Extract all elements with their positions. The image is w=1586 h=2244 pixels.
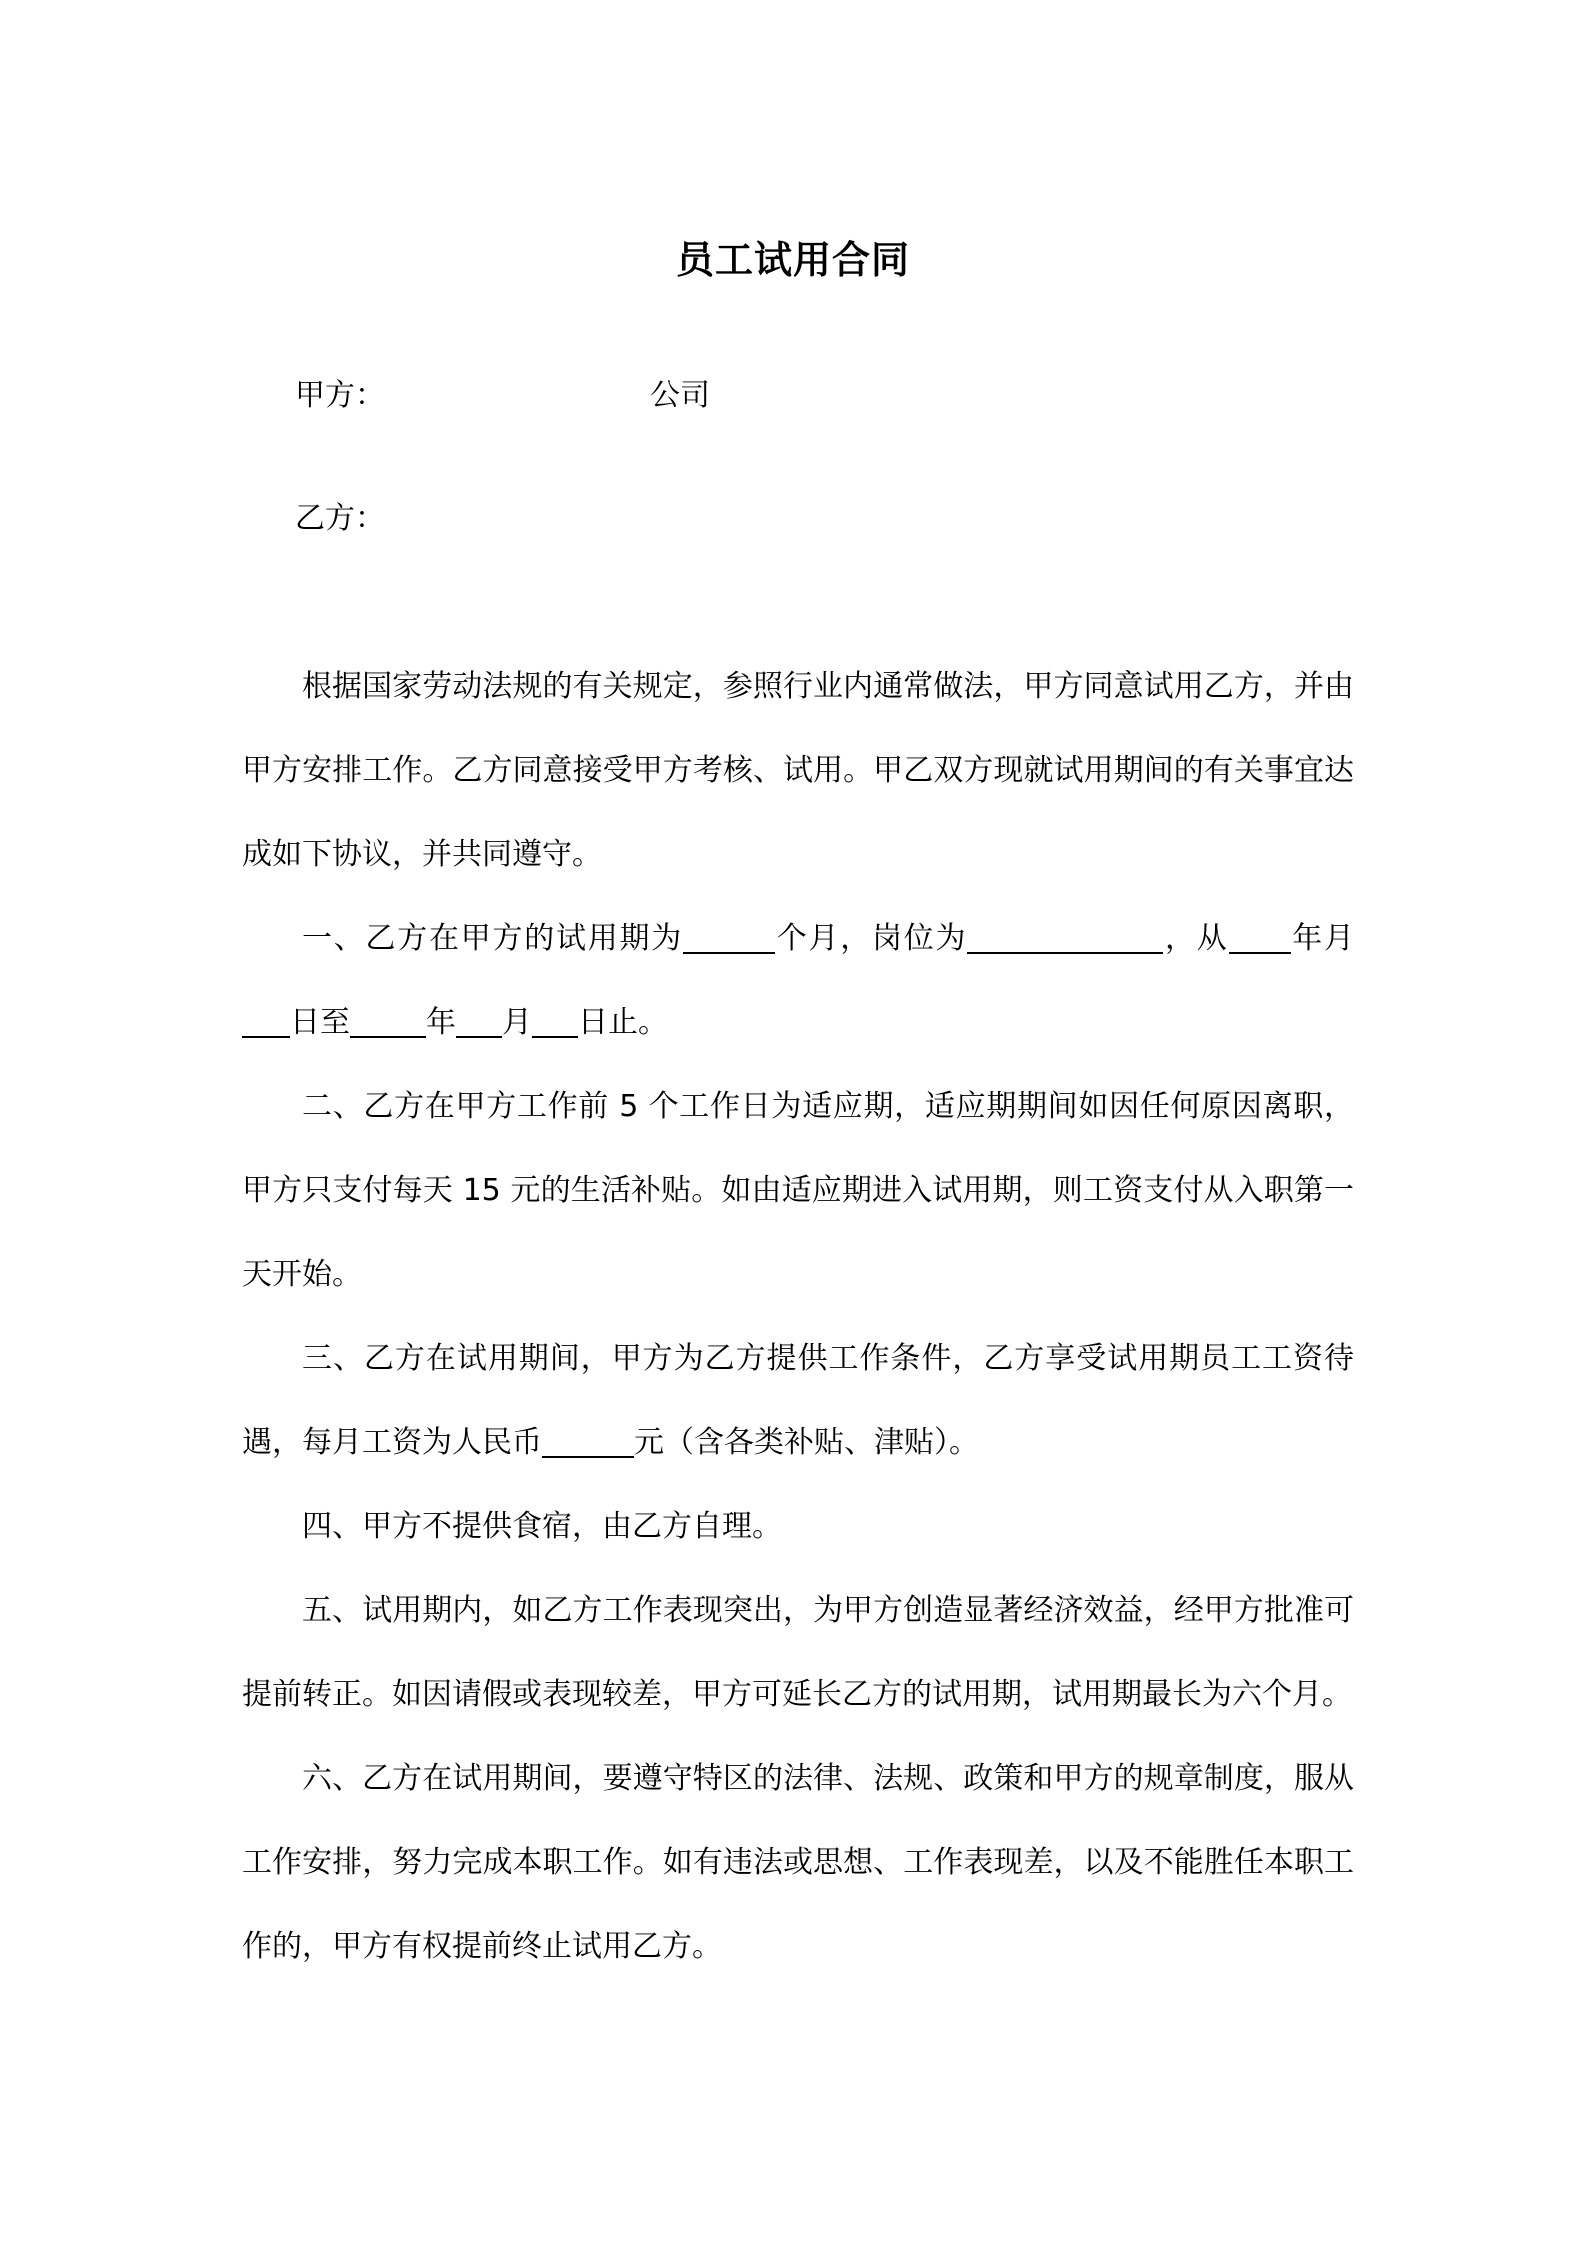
clause-1-text-d: 年月	[1290, 921, 1354, 956]
clause-1-text-b: 个月，岗位为	[775, 921, 968, 956]
clause-1-paragraph	[242, 897, 1354, 1065]
end-day-blank	[532, 1005, 578, 1039]
clause-3-paragraph	[242, 1317, 1354, 1485]
clause-1-text-e: 日至	[290, 1005, 350, 1040]
clause-1-text-f: 年	[426, 1005, 456, 1040]
clause-3-text-a: 三、乙方在试用期间，甲方为乙方提供工作条件，乙方享受试用期员工工资待遇，每月工资为人民币	[242, 1341, 1354, 1460]
monthly-salary-blank	[542, 1425, 634, 1459]
contract-body	[242, 645, 1354, 1989]
clause-1-text-h: 日止。	[578, 1005, 668, 1040]
clause-4-paragraph: 四、甲方不提供食宿，由乙方自理。	[302, 1509, 782, 1544]
start-year-blank	[1229, 921, 1291, 955]
clause-2-paragraph: 二、乙方在甲方工作前 5 个工作日为适应期，适应期期间如因任何原因离职，甲方只支付每天 15 元的生活补贴。如由适应期进入试用期，则工资支付从入职第一天开始。	[242, 1089, 1354, 1292]
party-a-label: 甲方：	[295, 378, 385, 413]
clause-1-text-g: 月	[502, 1005, 532, 1040]
clause-1-text-c: ，从	[1163, 921, 1229, 956]
clause-3-text-b: 元（含各类补贴、津贴）。	[634, 1425, 979, 1460]
party-b-label: 乙方：	[295, 501, 385, 536]
end-year-blank	[350, 1005, 426, 1039]
clause-6-paragraph: 六、乙方在试用期间，要遵守特区的法律、法规、政策和甲方的规章制度，服从工作安排，努力完成本职工作。如有违法或思想、工作表现差，以及不能胜任本职工作的，甲方有权提前终止试用乙方。	[242, 1761, 1354, 1964]
intro-paragraph: 根据国家劳动法规的有关规定，参照行业内通常做法，甲方同意试用乙方，并由甲方安排工作。乙方同意接受甲方考核、试用。甲乙双方现就试用期间的有关事宜达成如下协议，并共同遵守。	[242, 669, 1354, 872]
probation-months-blank	[683, 921, 775, 955]
document-title: 员工试用合同	[675, 238, 910, 282]
start-day-blank	[242, 1005, 290, 1039]
clause-5-paragraph: 五、试用期内，如乙方工作表现突出，为甲方创造显著经济效益，经甲方批准可提前转正。如因请假或表现较差，甲方可延长乙方的试用期，试用期最长为六个月。	[242, 1593, 1354, 1712]
end-month-blank	[456, 1005, 502, 1039]
position-blank	[967, 921, 1163, 955]
party-a-company-suffix: 公司	[650, 378, 710, 413]
party-a-line	[295, 374, 710, 418]
party-b-line	[295, 497, 385, 541]
clause-1-text-a: 一、乙方在甲方的试用期为	[302, 921, 683, 956]
